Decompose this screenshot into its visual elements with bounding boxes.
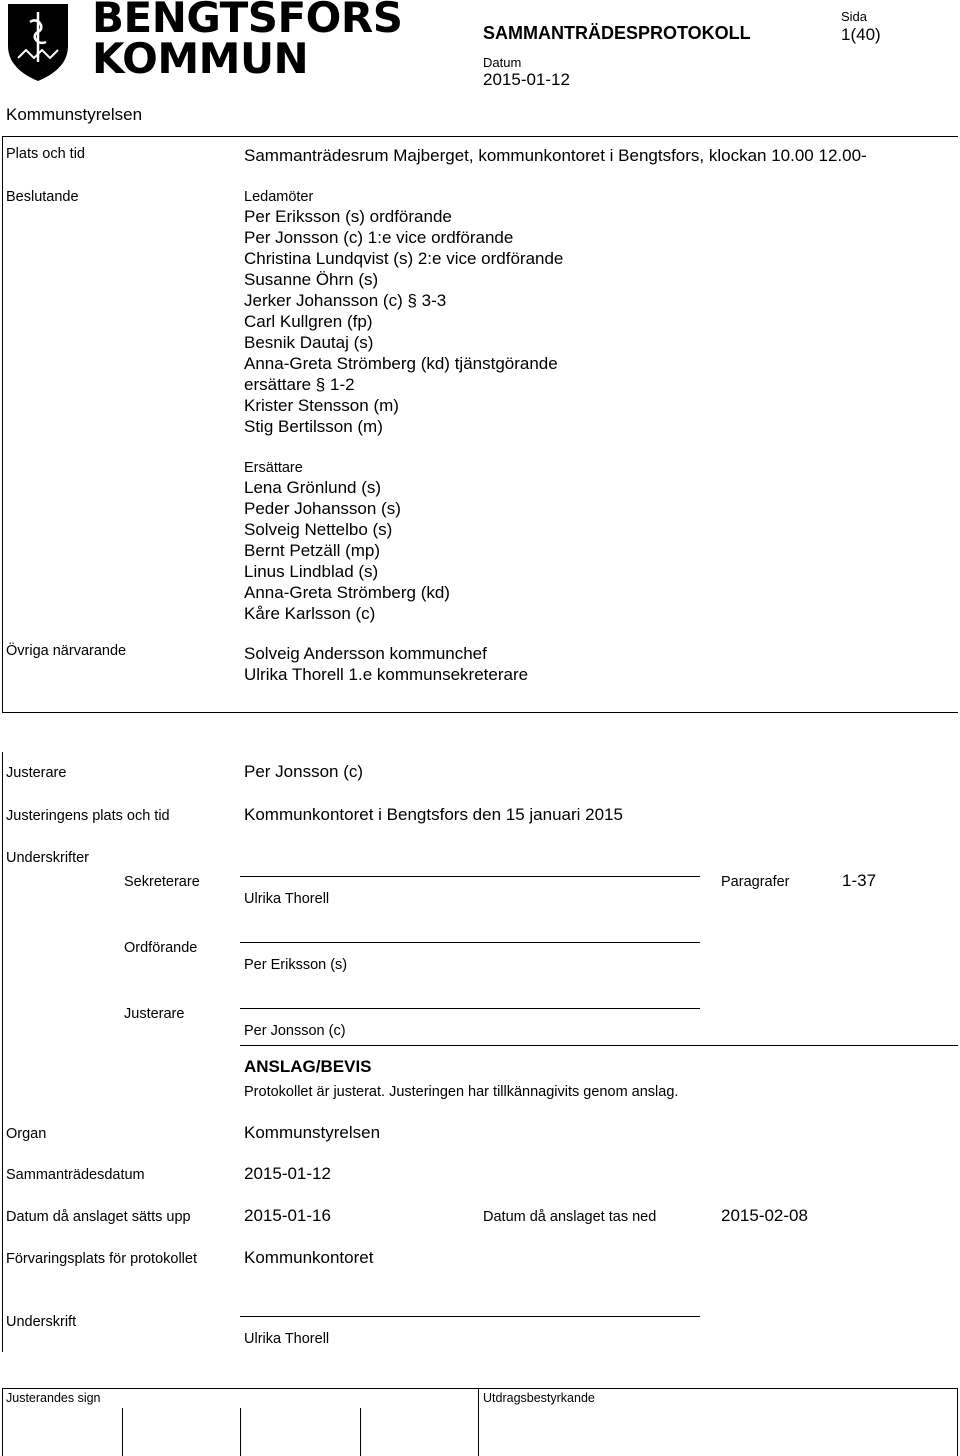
- coat-of-arms-icon: [6, 2, 70, 82]
- page-label: Sida: [841, 9, 868, 24]
- page-number: 1(40): [841, 25, 881, 44]
- others-list: [244, 643, 528, 685]
- storage-label: Förvaringsplats för protokollet: [6, 1251, 197, 1267]
- list-item: Carl Kullgren (fp): [244, 312, 373, 331]
- left-border-mid: [2, 752, 3, 1352]
- notice-divider: [240, 1045, 958, 1046]
- decision-makers-label: Beslutande: [6, 189, 79, 205]
- logo-line-1: BENGTSFORS: [92, 0, 403, 42]
- notice-signature-name: Ulrika Thorell: [244, 1331, 330, 1347]
- footer-box-divider-4: [478, 1388, 479, 1456]
- footer-box-divider-3: [360, 1408, 361, 1456]
- notice-text: Protokollet är justerat. Justeringen har tillkännagivits genom anslag.: [244, 1084, 679, 1100]
- secretary-name: Ulrika Thorell: [244, 891, 330, 907]
- date-value: 2015-01-12: [483, 70, 570, 89]
- paragraphs-value: 1-37: [842, 871, 877, 890]
- list-item: Linus Lindblad (s): [244, 562, 379, 581]
- header-divider: [2, 136, 958, 137]
- place-time-value: Sammanträdesrum Majberget, kommunkontoret i Bengtsfors, klockan 10.00 12.00-: [244, 146, 867, 165]
- list-item: Bernt Petzäll (mp): [244, 541, 381, 560]
- removed-date-value: 2015-02-08: [721, 1206, 808, 1225]
- list-item: ersättare § 1-2: [244, 375, 355, 394]
- list-item: Lena Grönlund (s): [244, 478, 382, 497]
- chair-signature-line: [240, 942, 700, 943]
- secretary-signature-line: [240, 876, 700, 877]
- adjustment-place-value: Kommunkontoret i Bengtsfors den 15 januari 2015: [244, 805, 623, 824]
- footer-box-divider-2: [240, 1408, 241, 1456]
- list-item: Jerker Johansson (c) § 3-3: [244, 291, 447, 310]
- removed-date-label: Datum då anslaget tas ned: [483, 1209, 657, 1225]
- others-label: Övriga närvarande: [6, 643, 127, 659]
- list-item: Kåre Karlsson (c): [244, 604, 376, 623]
- list-item: Stig Bertilsson (m): [244, 417, 383, 436]
- posted-date-label: Datum då anslaget sätts upp: [6, 1209, 191, 1225]
- list-item: Besnik Dautaj (s): [244, 333, 374, 352]
- list-item: Ulrika Thorell 1.e kommunsekreterare: [244, 665, 529, 684]
- list-item: Peder Johansson (s): [244, 499, 401, 518]
- place-time-label: Plats och tid: [6, 146, 85, 162]
- posted-date-value: 2015-01-16: [244, 1206, 331, 1225]
- list-item: Anna-Greta Strömberg (kd): [244, 583, 450, 602]
- chair-name: Per Eriksson (s): [244, 957, 348, 973]
- adjuster-signature-label: Justerare: [124, 1006, 185, 1022]
- notice-signature-line: [240, 1316, 700, 1317]
- notice-signature-label: Underskrift: [6, 1314, 77, 1330]
- paragraphs-label: Paragrafer: [721, 874, 790, 890]
- meeting-date-value: 2015-01-12: [244, 1164, 331, 1183]
- chair-label: Ordförande: [124, 940, 198, 956]
- secretary-label: Sekreterare: [124, 874, 200, 890]
- footer-right-border: [957, 1388, 958, 1456]
- logo-line-2: KOMMUN: [92, 34, 309, 83]
- certificate-label: Utdragsbestyrkande: [483, 1391, 595, 1405]
- deputies-list: [244, 477, 450, 624]
- adjustment-place-label: Justeringens plats och tid: [6, 808, 170, 824]
- list-item: Krister Stensson (m): [244, 396, 399, 415]
- section-divider: [2, 712, 958, 713]
- deputies-heading: Ersättare: [244, 460, 303, 476]
- footer-left-border: [2, 1388, 3, 1456]
- organ-value: Kommunstyrelsen: [244, 1123, 381, 1142]
- left-border-top: [2, 136, 3, 712]
- adjuster-signature-name: Per Jonsson (c): [244, 1023, 346, 1039]
- adjusters-sign-label: Justerandes sign: [6, 1391, 101, 1405]
- storage-value: Kommunkontoret: [244, 1248, 374, 1267]
- document-title: SAMMANTRÄDESPROTOKOLL: [483, 23, 751, 43]
- members-list: [244, 206, 563, 437]
- adjuster-label: Justerare: [6, 765, 67, 781]
- committee-name: Kommunstyrelsen: [6, 105, 143, 124]
- date-label: Datum: [483, 55, 522, 70]
- meeting-date-label: Sammanträdesdatum: [6, 1167, 145, 1183]
- footer-top-line: [2, 1388, 958, 1389]
- logo-wordmark: [92, 0, 403, 83]
- organ-label: Organ: [6, 1126, 47, 1142]
- list-item: Per Eriksson (s) ordförande: [244, 207, 452, 226]
- list-item: Solveig Nettelbo (s): [244, 520, 393, 539]
- list-item: Anna-Greta Strömberg (kd) tjänstgörande: [244, 354, 558, 373]
- adjuster-signature-line: [240, 1008, 700, 1009]
- notice-heading: ANSLAG/BEVIS: [244, 1057, 372, 1076]
- list-item: Susanne Öhrn (s): [244, 270, 379, 289]
- members-heading: Ledamöter: [244, 189, 314, 205]
- footer-box-divider-1: [122, 1408, 123, 1456]
- municipality-logo: [6, 2, 70, 82]
- list-item: Solveig Andersson kommunchef: [244, 644, 487, 663]
- list-item: Christina Lundqvist (s) 2:e vice ordförande: [244, 249, 564, 268]
- adjuster-value: Per Jonsson (c): [244, 762, 364, 781]
- signatures-label: Underskrifter: [6, 850, 89, 866]
- list-item: Per Jonsson (c) 1:e vice ordförande: [244, 228, 514, 247]
